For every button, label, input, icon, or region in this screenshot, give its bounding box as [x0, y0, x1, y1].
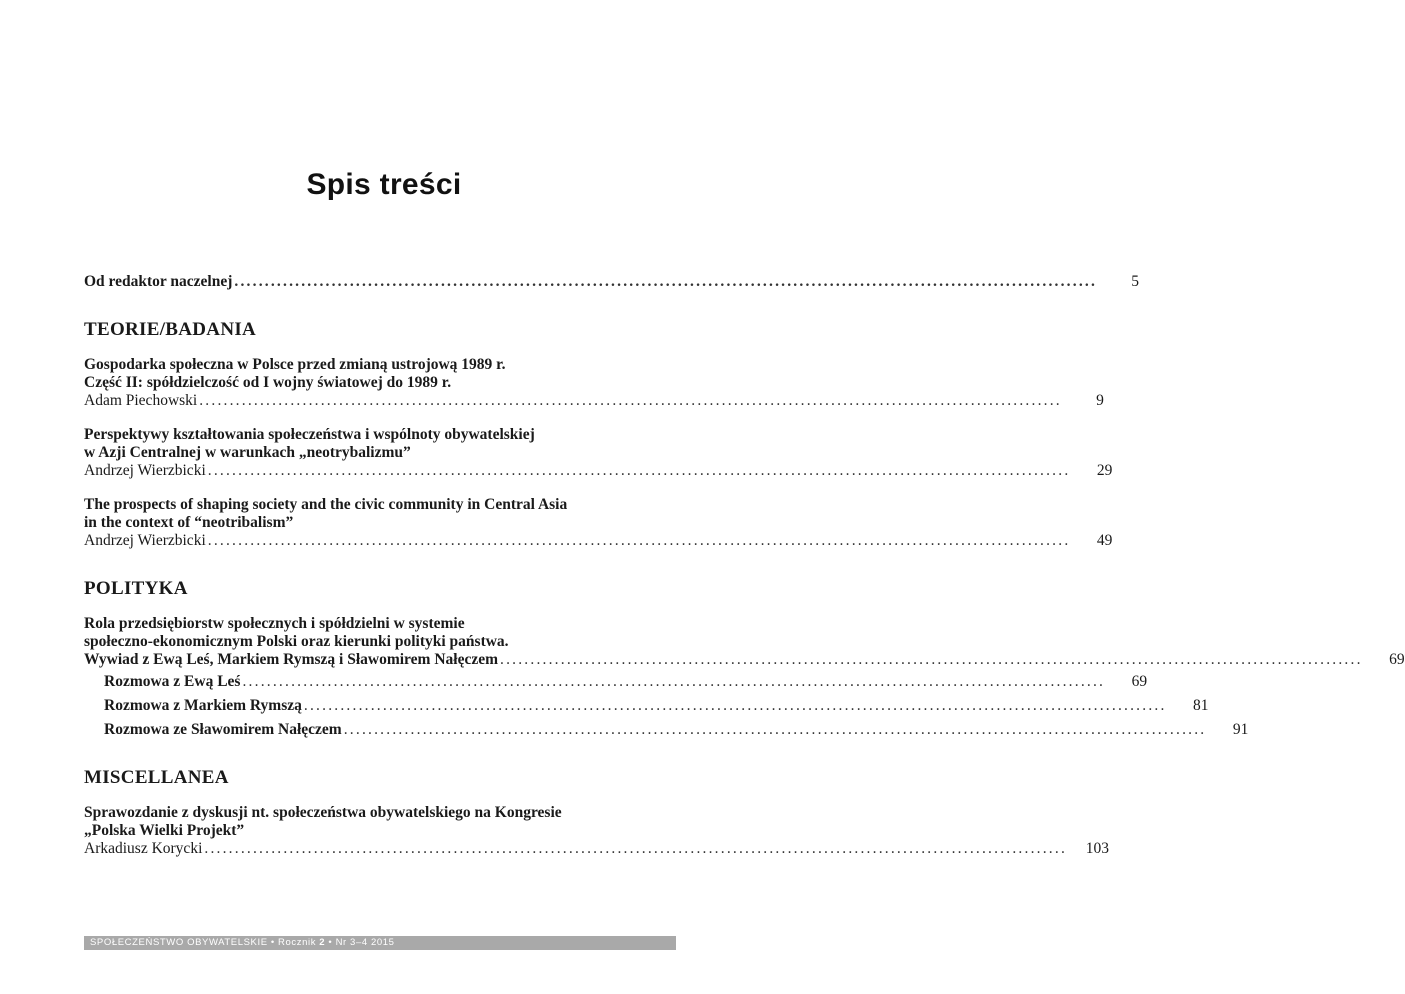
dot-leader: .............................................................................................................................................. — [303, 697, 1167, 714]
toc-entry-title-line: Perspektywy kształtowania społeczeństwa i wspólnoty obywatelskiej — [84, 426, 535, 443]
toc-entry-piechowski[interactable] — [84, 391, 1104, 411]
page-number: 81 — [1193, 697, 1209, 714]
toc-entry-title-line: Część II: spółdzielczość od I wojny światowej do 1989 r. — [84, 374, 452, 391]
page-number: 5 — [1131, 273, 1140, 290]
page-number: 9 — [1096, 392, 1104, 409]
page-number: 69 — [1131, 673, 1148, 690]
toc-entry-title-line: in the context of “neotribalism” — [84, 514, 294, 531]
toc-entry-title: Rozmowa ze Sławomirem Nałęczem — [104, 721, 342, 738]
toc-entry-author: Arkadiusz Korycki — [84, 840, 203, 857]
toc-entry-title: Wywiad z Ewą Leś, Markiem Rymszą i Sławomirem Nałęczem — [84, 651, 498, 668]
toc-entry-interview[interactable] — [84, 650, 1405, 670]
toc-subentry-les[interactable] — [104, 672, 1148, 692]
dot-leader: .............................................................................................................................................. — [500, 651, 1363, 668]
dot-leader: .............................................................................................................................................. — [242, 673, 1106, 690]
section-heading-teorie: TEORIE/BADANIA — [84, 319, 257, 340]
toc-entry-title-line: „Polska Wielki Projekt” — [84, 822, 245, 839]
toc-entry-title-line: społeczno-ekonomicznym Polski oraz kierunki polityki państwa. — [84, 633, 509, 650]
journal-issue: • Nr 3–4 2015 — [325, 937, 395, 948]
section-heading-polityka: POLITYKA — [84, 578, 188, 599]
toc-entry-editor[interactable] — [84, 272, 1140, 292]
dot-leader: .............................................................................................................................................. — [234, 273, 1098, 290]
dot-leader: .............................................................................................................................................. — [343, 721, 1207, 738]
section-heading-miscellanea: MISCELLANEA — [84, 767, 229, 788]
dot-leader: .............................................................................................................................................. — [199, 392, 1062, 409]
page-number: 49 — [1096, 532, 1113, 549]
toc-entry-author: Adam Piechowski — [84, 392, 198, 409]
journal-volume: 2 — [319, 937, 326, 948]
toc-subentry-naleczem[interactable] — [104, 720, 1249, 740]
toc-entry-title-line: Sprawozdanie z dyskusji nt. społeczeństwa obywatelskiego na Kongresie — [84, 804, 562, 821]
toc-entry-title: Rozmowa z Markiem Rymszą — [104, 697, 302, 714]
page-number: 91 — [1232, 721, 1249, 738]
journal-footer — [84, 936, 676, 950]
dot-leader: .............................................................................................................................................. — [207, 462, 1071, 479]
toc-entry-author: Andrzej Wierzbicki — [84, 532, 206, 549]
toc-entry-korycki[interactable] — [84, 839, 1110, 859]
toc-entry-wierzbicki-pl[interactable] — [84, 461, 1113, 481]
toc-entry-title-line: The prospects of shaping society and the civic community in Central Asia — [84, 496, 568, 513]
toc-entry-wierzbicki-en[interactable] — [84, 531, 1113, 551]
toc-entry-title: Rozmowa z Ewą Leś — [104, 673, 241, 690]
page-number: 69 — [1389, 651, 1405, 668]
journal-name: SPOŁECZEŃSTWO OBYWATELSKIE • Rocznik — [90, 937, 320, 948]
toc-entry-title-line: Gospodarka społeczna w Polsce przed zmianą ustrojową 1989 r. — [84, 356, 506, 373]
toc-subentry-rymsza[interactable] — [104, 696, 1209, 716]
toc-entry-author: Andrzej Wierzbicki — [84, 462, 206, 479]
dot-leader: .............................................................................................................................................. — [204, 840, 1068, 857]
dot-leader: .............................................................................................................................................. — [207, 532, 1071, 549]
page-number: 103 — [1085, 840, 1110, 857]
page-number: 29 — [1096, 462, 1113, 479]
toc-entry-title: Od redaktor naczelnej — [84, 273, 233, 290]
page-title: Spis treści — [306, 168, 462, 201]
toc-entry-title-line: w Azji Centralnej w warunkach „neotrybalizmu” — [84, 444, 411, 461]
toc-entry-title-line: Rola przedsiębiorstw społecznych i spółdzielni w systemie — [84, 615, 465, 632]
